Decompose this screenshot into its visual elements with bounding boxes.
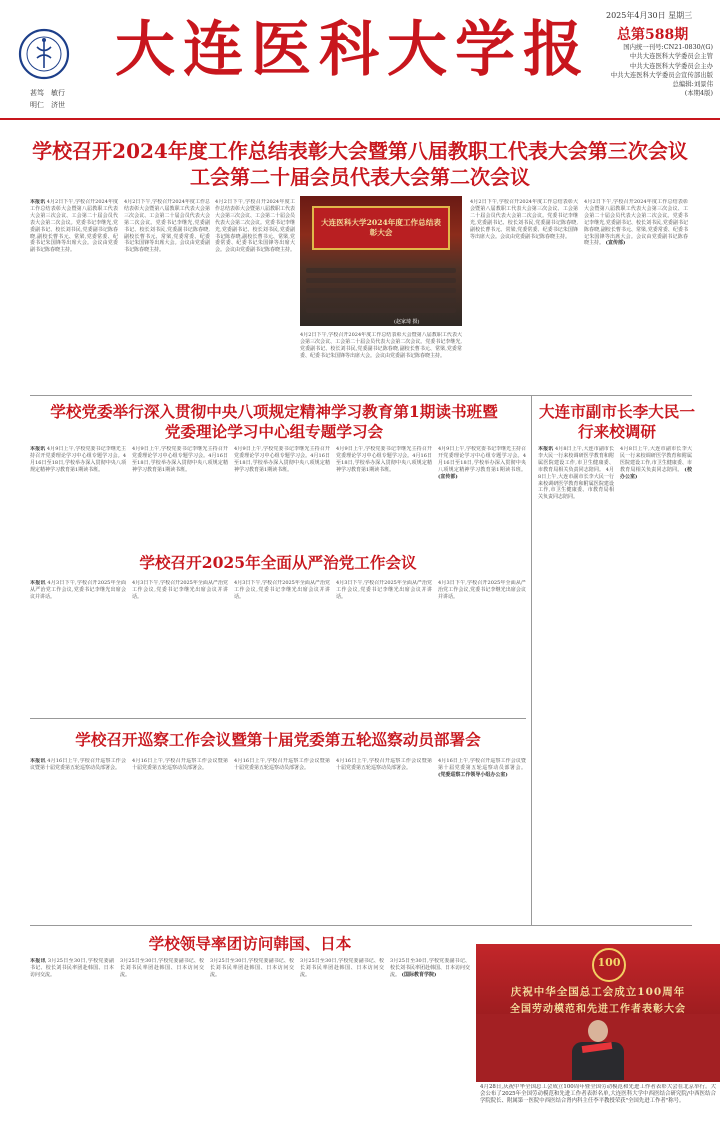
article-body	[30, 446, 126, 546]
article-lead-repeat: 3月25日至30日,学校党委副书记、校长刘书民率团赴韩国、日本访问交流。	[300, 958, 384, 978]
headline-inspection-meeting: 学校召开巡察工作会议暨第十届党委第五轮巡察动员部署会	[75, 730, 481, 749]
meeting-hall-photo	[300, 196, 462, 326]
info-line: 中共大连医科大学委员会主办	[629, 61, 713, 70]
article-body-filler	[132, 580, 228, 712]
article-body-filler	[584, 199, 688, 385]
university-seal-logo	[18, 28, 70, 80]
article-lead: 4月3日下午,学校召开2025年全面从严治党工作会议,党委书记李继光出席会议并讲话。	[30, 580, 126, 600]
article-body	[30, 958, 114, 1130]
article-lead-repeat: 4月3日下午,学校召开2025年全面从严治党工作会议,党委书记李继光出席会议并讲话。	[438, 580, 526, 600]
article-lead-repeat: 4月2日下午,学校召开2024年度工作总结表彰大会暨第八届教职工代表大会第三次会议、工会第二十届会员代表大会第二次会议。党委书记李继光,党委副书记、校长刘书民,党委副书记陈春晓,副校长曹书元、常梁,党委常委、纪委书记朱国锋等出席大会。会议由党委副书记陈春晓主持。	[300, 332, 462, 359]
article-lead-repeat: 4月3日下午,学校召开2025年全面从严治党工作会议,党委书记李继光出席会议并讲话。	[132, 580, 228, 600]
byline: 本报讯	[30, 199, 46, 205]
article-lead-repeat: 4月16日上午,学校召开巡察工作会议暨第十届党委第五轮巡察动员部署会。	[132, 758, 228, 771]
photo-caption: 4月28日,庆祝中华全国总工会成立100周年暨全国劳动模范和先进工作者表彰大会在北京举行。大会公布了2025年全国劳动模范和先进工作者表彰名单,大连医科大学中西医结合研究院/中西医结合学院院长、附属第一医院中西医结合肾内科主任李平教授荣获"全国先进工作者"称号。	[480, 1084, 716, 1105]
article-lead: 3月25日至30日,学校党委副书记、校长刘书民率团赴韩国、日本访问交流。	[30, 958, 114, 978]
person-figure	[568, 1020, 628, 1080]
newspaper-masthead: 大连医科大学报	[115, 15, 591, 85]
school-motto-line2: 明仁 济世	[30, 101, 65, 109]
section-divider	[30, 718, 526, 719]
article-body-filler	[438, 758, 526, 918]
info-line: 中共大连医科大学委员会宣传部出版	[610, 70, 713, 79]
masthead-divider	[0, 118, 720, 120]
article-lead-repeat: 4月2日下午,学校召开2024年度工作总结表彰大会暨第八届教职工代表大会第三次会议、工会第二十届会员代表大会第二次会议。党委书记李继光,党委副书记、校长刘书民,党委副书记陈春晓,副校长曹书元、常梁,党委常委、纪委书记朱国锋等出席大会。会议由党委副书记陈春晓主持。	[470, 199, 578, 240]
article-body	[30, 758, 126, 918]
article-body-filler	[215, 199, 295, 359]
article-body	[30, 580, 126, 712]
article-lead-repeat: 4月9日上午,学校党委书记李继光主持召开党委理论学习中心组专题学习会。4月16日至18日,学校举办深入贯彻中央八项规定精神学习教育第1期读书班。	[336, 446, 432, 473]
article-source: (校办公室)	[620, 466, 692, 480]
article-lead-repeat: 4月2日下午,学校召开2024年度工作总结表彰大会暨第八届教职工代表大会第三次会议、工会第二十届会员代表大会第二次会议。党委书记李继光,党委副书记、校长刘书民,党委副书记陈春晓,副校长曹书元、常梁,党委常委、纪委书记朱国锋等出席大会。会议由党委副书记陈春晓主持。	[124, 199, 210, 254]
publication-info	[573, 43, 713, 99]
byline: 本报讯	[30, 446, 46, 452]
article-lead-repeat: 4月2日下午,学校召开2024年度工作总结表彰大会暨第八届教职工代表大会第三次会议、工会第二十届会员代表大会第二次会议。党委书记李继光,党委副书记、校长刘书民,党委副书记陈春晓,副校长曹书元、常梁,党委常委、纪委书记朱国锋等出席大会。会议由党委副书记陈春晓主持。	[584, 199, 688, 247]
article-lead-repeat: 4月16日上午,学校召开巡察工作会议暨第十届党委第五轮巡察动员部署会。	[336, 758, 432, 771]
article-source: (宣传部)	[438, 473, 458, 480]
article-lead: 4月2日下午,学校召开2024年度工作总结表彰大会暨第八届教职工代表大会第三次会议、工会第二十届会员代表大会第二次会议。党委书记李继光,党委副书记、校长刘书民,党委副书记陈春晓,副校长曹书元、常梁,党委常委、纪委书记朱国锋等出席大会。会议由党委副书记陈春晓主持。	[30, 199, 118, 254]
school-motto-line1: 甚笃 敏行	[30, 89, 65, 97]
article-lead: 4月8日上午,大连市副市长李大民一行来校调研医学教育和附属医院建设工作,市卫生健康委、市教育局相关负责同志陪同。	[538, 446, 614, 473]
article-body-filler	[470, 199, 578, 385]
article-lead-repeat: 3月25日至30日,学校党委副书记、校长刘书民率团赴韩国、日本访问交流。	[390, 958, 470, 978]
headline-vice-mayor-visit: 大连市副市长李大民一行来校调研	[539, 402, 695, 441]
info-line: (本期4版)	[684, 89, 713, 98]
article-body-filler	[132, 758, 228, 918]
article-body-filler	[210, 958, 294, 1130]
info-line: 总编辑:刘景伟	[672, 80, 713, 89]
article-body-filler	[132, 446, 228, 546]
article-lead-repeat: 4月3日下午,学校召开2025年全面从严治党工作会议,党委书记李继光出席会议并讲话。	[234, 580, 330, 600]
headline-visit-korea-japan: 学校领导率团访问韩国、日本	[148, 934, 352, 953]
article-source: (党委巡察工作领导小组办公室)	[438, 771, 508, 778]
stage-banner-text: 大连医科大学2024年度工作总结表彰大会	[321, 218, 441, 237]
banner-line2: 全国劳动模范和先进工作者表彰大会	[510, 1004, 686, 1015]
article-lead-repeat: 4月9日上午,学校党委书记李继光主持召开党委理论学习中心组专题学习会。4月16日至18日,学校举办深入贯彻中央八项规定精神学习教育第1期读书班。	[438, 446, 526, 473]
byline: 本报讯	[30, 958, 46, 964]
article-lead: 4月16日上午,学校召开巡察工作会议暨第十届党委第五轮巡察动员部署会。	[30, 758, 126, 771]
article-body-filler	[438, 446, 526, 546]
article-lead-repeat: 4月2日下午,学校召开2024年度工作总结表彰大会暨第八届教职工代表大会第三次会议、工会第二十届会员代表大会第二次会议。党委书记李继光,党委副书记、校长刘书民,党委副书记陈春晓,副校长曹书元、常梁,党委常委、纪委书记朱国锋等出席大会。会议由党委副书记陈春晓主持。	[215, 199, 295, 254]
article-body-filler	[120, 958, 204, 1130]
article-body-filler	[390, 958, 470, 1130]
article-lead-repeat: 4月9日上午,学校党委书记李继光主持召开党委理论学习中心组专题学习会。4月16日至18日,学校举办深入贯彻中央八项规定精神学习教育第1期读书班。	[132, 446, 228, 473]
photo-credit: (赵家琦 摄)	[394, 319, 420, 325]
column-divider	[531, 396, 532, 926]
article-lead-repeat: 3月25日至30日,学校党委副书记、校长刘书民率团赴韩国、日本访问交流。	[120, 958, 204, 978]
article-body-filler	[234, 580, 330, 712]
info-line: 国内统一刊号:CN21-0830/(G)	[623, 43, 713, 51]
section-divider	[30, 395, 692, 396]
article-body-filler	[438, 580, 526, 712]
byline: 本报讯	[538, 446, 554, 452]
headline-party-discipline-meeting: 学校召开2025年全面从严治党工作会议	[139, 553, 417, 572]
article-lead-repeat: 4月16日上午,学校召开巡察工作会议暨第十届党委第五轮巡察动员部署会。	[234, 758, 330, 771]
headline-study-session: 学校党委举行深入贯彻中央八项规定精神学习教育第1期读书班暨党委理论学习中心组专题学习会	[50, 402, 498, 441]
byline: 本报讯	[30, 758, 46, 764]
article-lead: 4月9日上午,学校党委书记李继光主持召开党委理论学习中心组专题学习会。4月16日至18日,学校举办深入贯彻中央八项规定精神学习教育第1期读书班。	[30, 446, 126, 473]
article-lead-repeat: 4月8日上午,大连市副市长李大民一行来校调研医学教育和附属医院建设工作,市卫生健康委、市教育局相关负责同志陪同。	[538, 466, 614, 501]
headline-work-summary-meeting: 学校召开2024年度工作总结表彰大会暨第八届教职工代表大会第三次会议 工会第二十届会员代表大会第二次会议	[32, 139, 688, 189]
article-lead-repeat: 3月25日至30日,学校党委副书记、校长刘书民率团赴韩国、日本访问交流。	[210, 958, 294, 978]
article-body-filler	[300, 332, 462, 388]
article-body-filler	[620, 446, 692, 916]
anniversary-badge: 100	[597, 956, 621, 969]
article-lead-repeat: 4月16日上午,学校召开巡察工作会议暨第十届党委第五轮巡察动员部署会。	[438, 758, 526, 771]
article-body-filler	[336, 758, 432, 918]
section-divider	[30, 925, 692, 926]
article-lead-repeat: 4月8日上午,大连市副市长李大民一行来校调研医学教育和附属医院建设工作,市卫生健康委、市教育局相关负责同志陪同。	[620, 446, 692, 473]
issue-date: 2025年4月30日 星期三	[606, 11, 693, 20]
banner-line1: 庆祝中华全国总工会成立100周年	[510, 986, 686, 998]
article-body-filler	[336, 446, 432, 546]
article-source: (宣传部)	[605, 240, 626, 247]
article-body-filler	[336, 580, 432, 712]
article-source: (国际教育学院)	[401, 971, 437, 978]
article-body-filler	[234, 446, 330, 546]
article-body	[538, 446, 614, 916]
info-line: 中共大连医科大学委员会主管	[629, 52, 713, 61]
issue-number: 总第588期	[617, 27, 689, 43]
byline: 本报讯	[30, 580, 46, 586]
article-lead-repeat: 4月3日下午,学校召开2025年全面从严治党工作会议,党委书记李继光出席会议并讲话。	[336, 580, 432, 600]
award-ceremony-photo	[476, 944, 720, 1130]
article-body-filler	[300, 958, 384, 1130]
article-lead-repeat: 4月9日上午,学校党委书记李继光主持召开党委理论学习中心组专题学习会。4月16日至18日,学校举办深入贯彻中央八项规定精神学习教育第1期读书班。	[234, 446, 330, 473]
article-body-filler	[234, 758, 330, 918]
